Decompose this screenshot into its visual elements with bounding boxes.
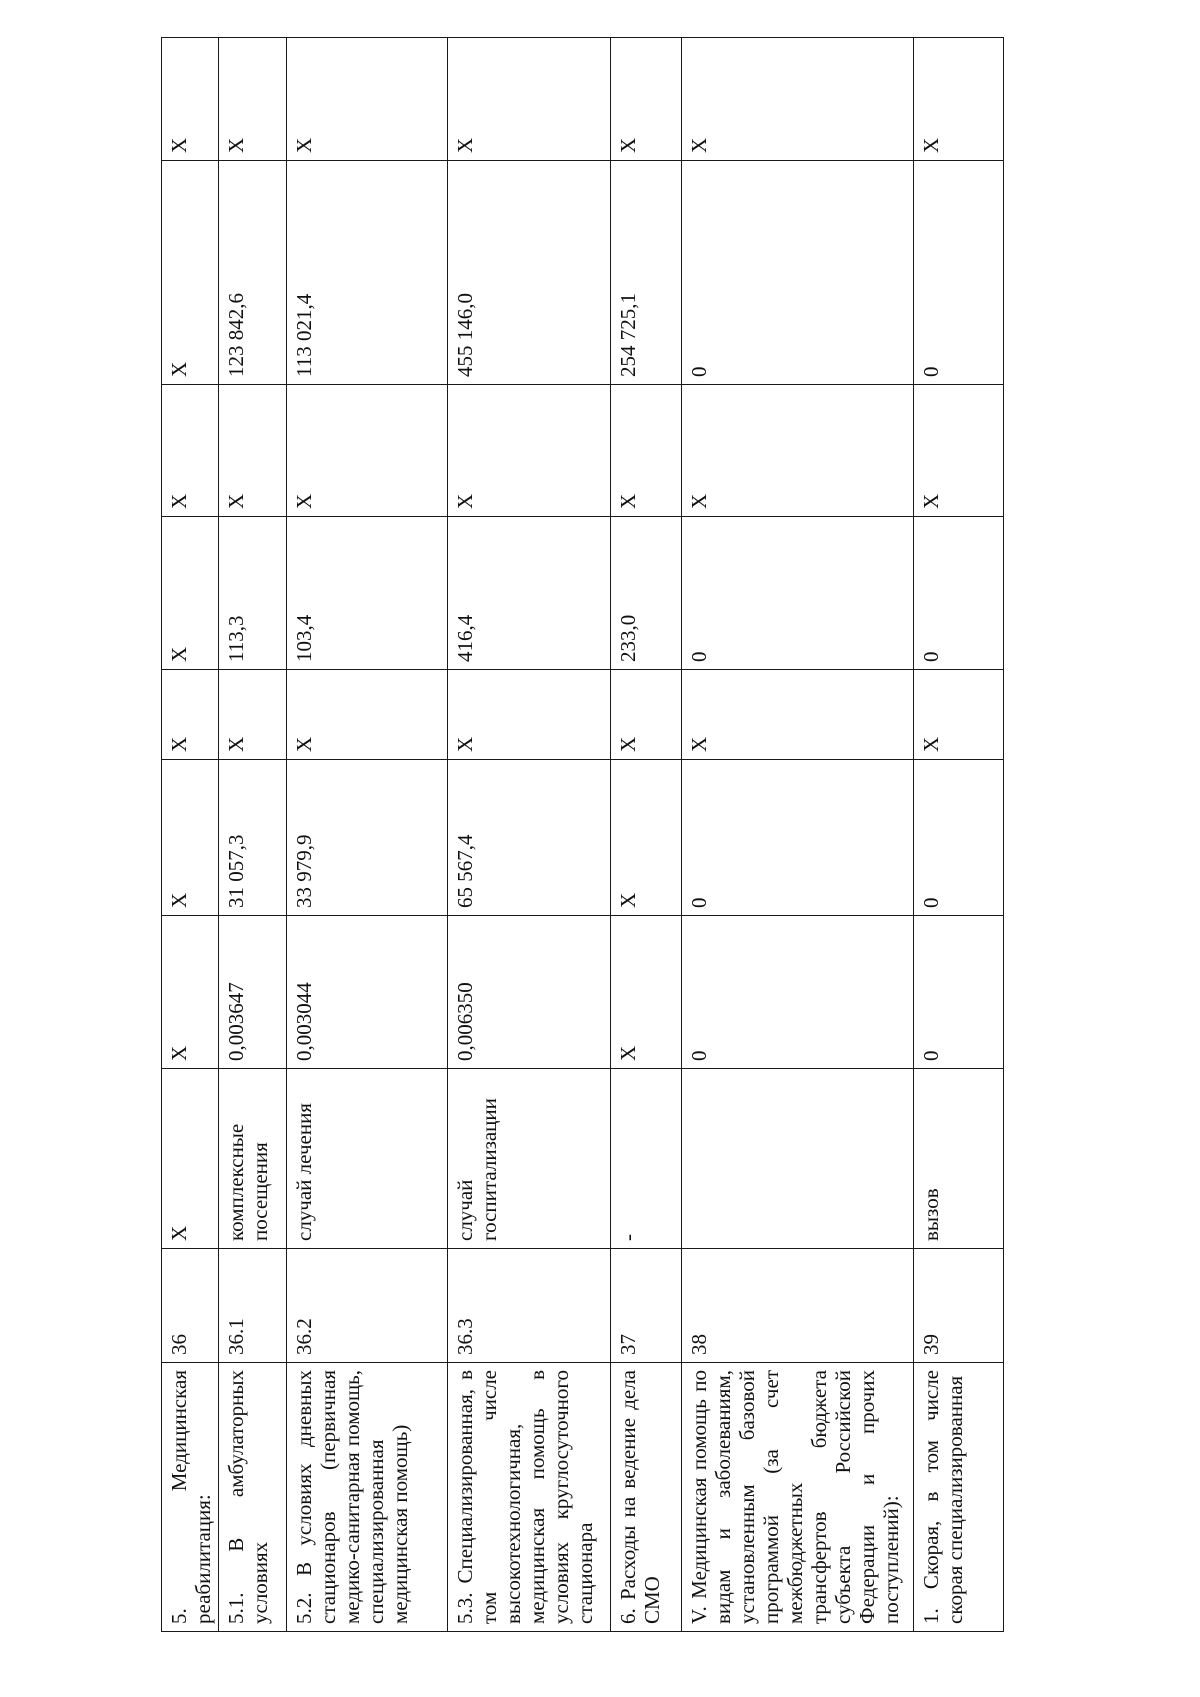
unit-cell: комплексные посещения: [219, 1069, 287, 1249]
value-cell: X: [611, 670, 682, 760]
volume-cell: 0: [914, 916, 1004, 1069]
row-code-cell: 36.3: [448, 1249, 611, 1363]
row-code-cell: 36.1: [219, 1249, 287, 1363]
value-cell: X: [914, 38, 1004, 161]
value-cell: X: [162, 385, 219, 517]
value-cell: 455 146,0: [448, 161, 611, 385]
value-cell: 233,0: [611, 517, 682, 670]
value-cell: X: [914, 670, 1004, 760]
cost-cell: 65 567,4: [448, 760, 611, 916]
table-row: [914, 38, 1004, 1632]
value-cell: X: [219, 385, 287, 517]
table-row: [682, 38, 914, 1632]
unit-cell: вызов: [914, 1069, 1004, 1249]
value-cell: X: [287, 385, 448, 517]
cost-cell: X: [162, 760, 219, 916]
value-cell: X: [914, 385, 1004, 517]
row-code-cell: 36: [162, 1249, 219, 1363]
value-cell: 254 725,1: [611, 161, 682, 385]
value-cell: X: [448, 38, 611, 161]
table-row: [448, 38, 611, 1632]
value-cell: X: [611, 38, 682, 161]
row-code-cell: 37: [611, 1249, 682, 1363]
row-name-cell: 1. Скорая, в том числе скорая специализированная: [914, 1363, 1004, 1632]
volume-cell: X: [162, 916, 219, 1069]
rotated-table-wrapper: [161, 38, 1067, 1632]
volume-cell: X: [611, 916, 682, 1069]
value-cell: X: [162, 161, 219, 385]
value-cell: X: [287, 38, 448, 161]
row-name-cell: 5.1. В амбулаторных условиях: [219, 1363, 287, 1632]
value-cell: X: [682, 670, 914, 760]
value-cell: X: [162, 670, 219, 760]
unit-cell: случай госпитализации: [448, 1069, 611, 1249]
unit-cell: [682, 1069, 914, 1249]
value-cell: 0: [682, 517, 914, 670]
value-cell: X: [219, 38, 287, 161]
row-code-cell: 38: [682, 1249, 914, 1363]
row-code-cell: 36.2: [287, 1249, 448, 1363]
value-cell: X: [611, 385, 682, 517]
budget-table: [161, 37, 1004, 1632]
value-cell: X: [162, 38, 219, 161]
value-cell: 113 021,4: [287, 161, 448, 385]
row-name-cell: 5.2. В условиях дневных стационаров (первичная медико-санитарная помощь, специализированная медицинская помощь): [287, 1363, 448, 1632]
cost-cell: 0: [682, 760, 914, 916]
value-cell: 113,3: [219, 517, 287, 670]
cost-cell: 0: [914, 760, 1004, 916]
row-name-cell: 5.3. Специализированная, в том числе высокотехнологичная, медицинская помощь в условиях круглосуточного стационара: [448, 1363, 611, 1632]
value-cell: X: [448, 670, 611, 760]
row-name-cell: 6. Расходы на ведение дела СМО: [611, 1363, 682, 1632]
cost-cell: 33 979,9: [287, 760, 448, 916]
value-cell: 0: [914, 161, 1004, 385]
value-cell: 123 842,6: [219, 161, 287, 385]
cost-cell: 31 057,3: [219, 760, 287, 916]
row-name-cell: 5. Медицинская реабилитация:: [162, 1363, 219, 1632]
value-cell: 416,4: [448, 517, 611, 670]
unit-cell: X: [162, 1069, 219, 1249]
table-row: [162, 38, 219, 1632]
value-cell: X: [287, 670, 448, 760]
volume-cell: 0: [682, 916, 914, 1069]
table-row: [611, 38, 682, 1632]
value-cell: X: [448, 385, 611, 517]
row-code-cell: 39: [914, 1249, 1004, 1363]
table-row: [219, 38, 287, 1632]
value-cell: 0: [914, 517, 1004, 670]
row-name-cell: V. Медицинская помощь по видам и заболеваниям, установленным базовой программой (за счет межбюджетных трансфертов бюджета субъекта Российской Федерации и прочих поступлений):: [682, 1363, 914, 1632]
unit-cell: -: [611, 1069, 682, 1249]
table-row: [287, 38, 448, 1632]
volume-cell: 0,006350: [448, 916, 611, 1069]
value-cell: 103,4: [287, 517, 448, 670]
value-cell: X: [682, 385, 914, 517]
value-cell: X: [219, 670, 287, 760]
unit-cell: случай лечения: [287, 1069, 448, 1249]
value-cell: 0: [682, 161, 914, 385]
value-cell: X: [682, 38, 914, 161]
value-cell: X: [162, 517, 219, 670]
volume-cell: 0,003647: [219, 916, 287, 1069]
volume-cell: 0,003044: [287, 916, 448, 1069]
cost-cell: X: [611, 760, 682, 916]
